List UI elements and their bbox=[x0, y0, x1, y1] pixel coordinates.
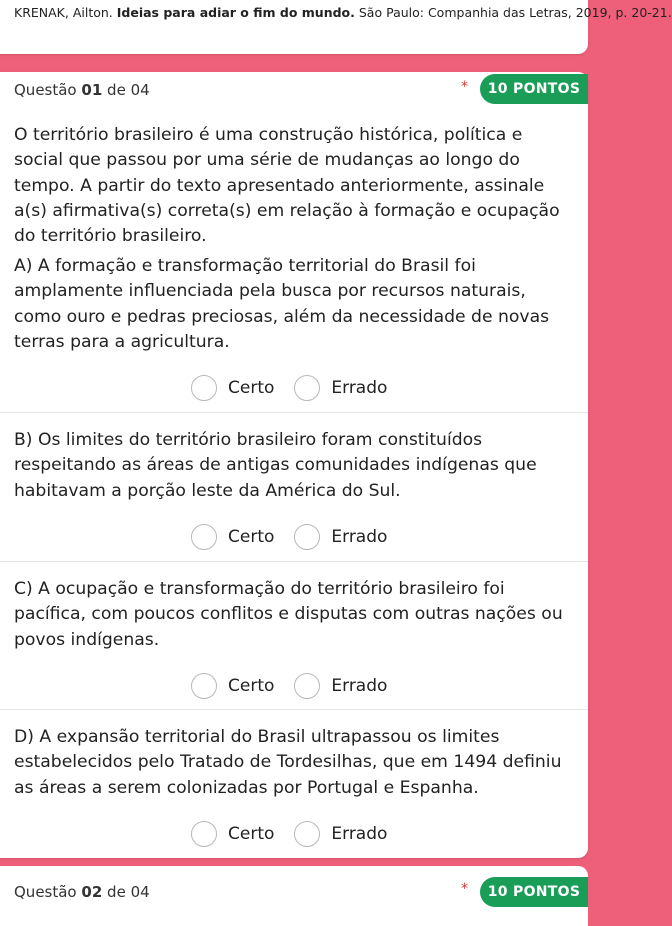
option-certo[interactable] bbox=[191, 375, 274, 401]
question-counter bbox=[14, 883, 150, 901]
statement-text: B) Os limites do território brasileiro foram constituídos respeitando as áreas de antigas comunidades indígenas que habitavam a porção leste da América do Sul. bbox=[14, 430, 537, 501]
option-certo[interactable] bbox=[191, 524, 274, 550]
option-label: Errado bbox=[331, 378, 388, 398]
option-label: Certo bbox=[228, 378, 275, 398]
option-label: Errado bbox=[331, 824, 388, 844]
option-certo[interactable] bbox=[191, 673, 274, 699]
question-number: 02 bbox=[81, 883, 103, 901]
radio-button[interactable] bbox=[191, 673, 217, 699]
question-statement: O território brasileiro é uma construção histórica, política e social que passou por uma série de mudanças ao longo do tempo. A partir do texto apresentado anteriormente, assinale a(s) afirmativa(s) correta(s) em relação à formação e ocupação do território brasileiro. bbox=[14, 125, 560, 247]
radio-button[interactable] bbox=[294, 673, 320, 699]
statement-text: C) A ocupação e transformação do território brasileiro foi pacífica, com poucos conflitos e disputas com outras nações ou povos indígenas. bbox=[14, 579, 563, 650]
choice-group bbox=[191, 523, 387, 551]
statement-text: D) A expansão territorial do Brasil ultrapassou os limites estabelecidos pelo Tratado de Tordesilhas, que em 1494 definiu as áreas a serem colonizadas por Portugal e Espanha. bbox=[14, 727, 562, 798]
points-badge: 10 PONTOS bbox=[480, 877, 588, 907]
choice-group bbox=[191, 374, 387, 402]
option-label: Errado bbox=[331, 676, 388, 696]
citation-rest: São Paulo: Companhia das Letras, 2019, p. 20-21. bbox=[358, 5, 672, 20]
required-star: * bbox=[461, 79, 468, 95]
option-label: Certo bbox=[228, 676, 275, 696]
option-errado[interactable] bbox=[294, 375, 387, 401]
option-errado[interactable] bbox=[294, 673, 387, 699]
question-number: 01 bbox=[81, 81, 103, 99]
radio-button[interactable] bbox=[191, 375, 217, 401]
radio-button[interactable] bbox=[294, 524, 320, 550]
required-star: * bbox=[461, 881, 468, 897]
question-card bbox=[0, 72, 588, 858]
question-counter-suffix: de 04 bbox=[107, 81, 150, 99]
radio-button[interactable] bbox=[191, 524, 217, 550]
points-badge: 10 PONTOS bbox=[480, 74, 588, 104]
statement-text: A) A formação e transformação territorial do Brasil foi amplamente influenciada pela busca por recursos naturais, como ouro e pedras preciosas, além da necessidade de novas terras para a agricultura. bbox=[14, 256, 550, 352]
question-header bbox=[0, 72, 588, 106]
citation-title: Ideias para adiar o fim do mundo. bbox=[116, 5, 355, 20]
next-question-card bbox=[0, 866, 588, 926]
option-certo[interactable] bbox=[191, 821, 274, 847]
question-counter bbox=[14, 81, 150, 99]
radio-button[interactable] bbox=[191, 821, 217, 847]
option-errado[interactable] bbox=[294, 821, 387, 847]
citation-card bbox=[0, 0, 672, 54]
choice-group bbox=[191, 672, 387, 700]
choice-group bbox=[191, 820, 387, 848]
divider bbox=[0, 561, 588, 562]
radio-button[interactable] bbox=[294, 375, 320, 401]
option-label: Certo bbox=[228, 527, 275, 547]
divider bbox=[0, 412, 588, 413]
question-counter-suffix: de 04 bbox=[107, 883, 150, 901]
divider bbox=[0, 709, 588, 710]
option-errado[interactable] bbox=[294, 524, 387, 550]
option-label: Errado bbox=[331, 527, 388, 547]
option-label: Certo bbox=[228, 824, 275, 844]
radio-button[interactable] bbox=[294, 821, 320, 847]
question-counter-prefix: Questão bbox=[14, 883, 77, 901]
citation bbox=[14, 5, 672, 21]
citation-author: KRENAK, Ailton. bbox=[14, 5, 113, 20]
question-counter-prefix: Questão bbox=[14, 81, 77, 99]
